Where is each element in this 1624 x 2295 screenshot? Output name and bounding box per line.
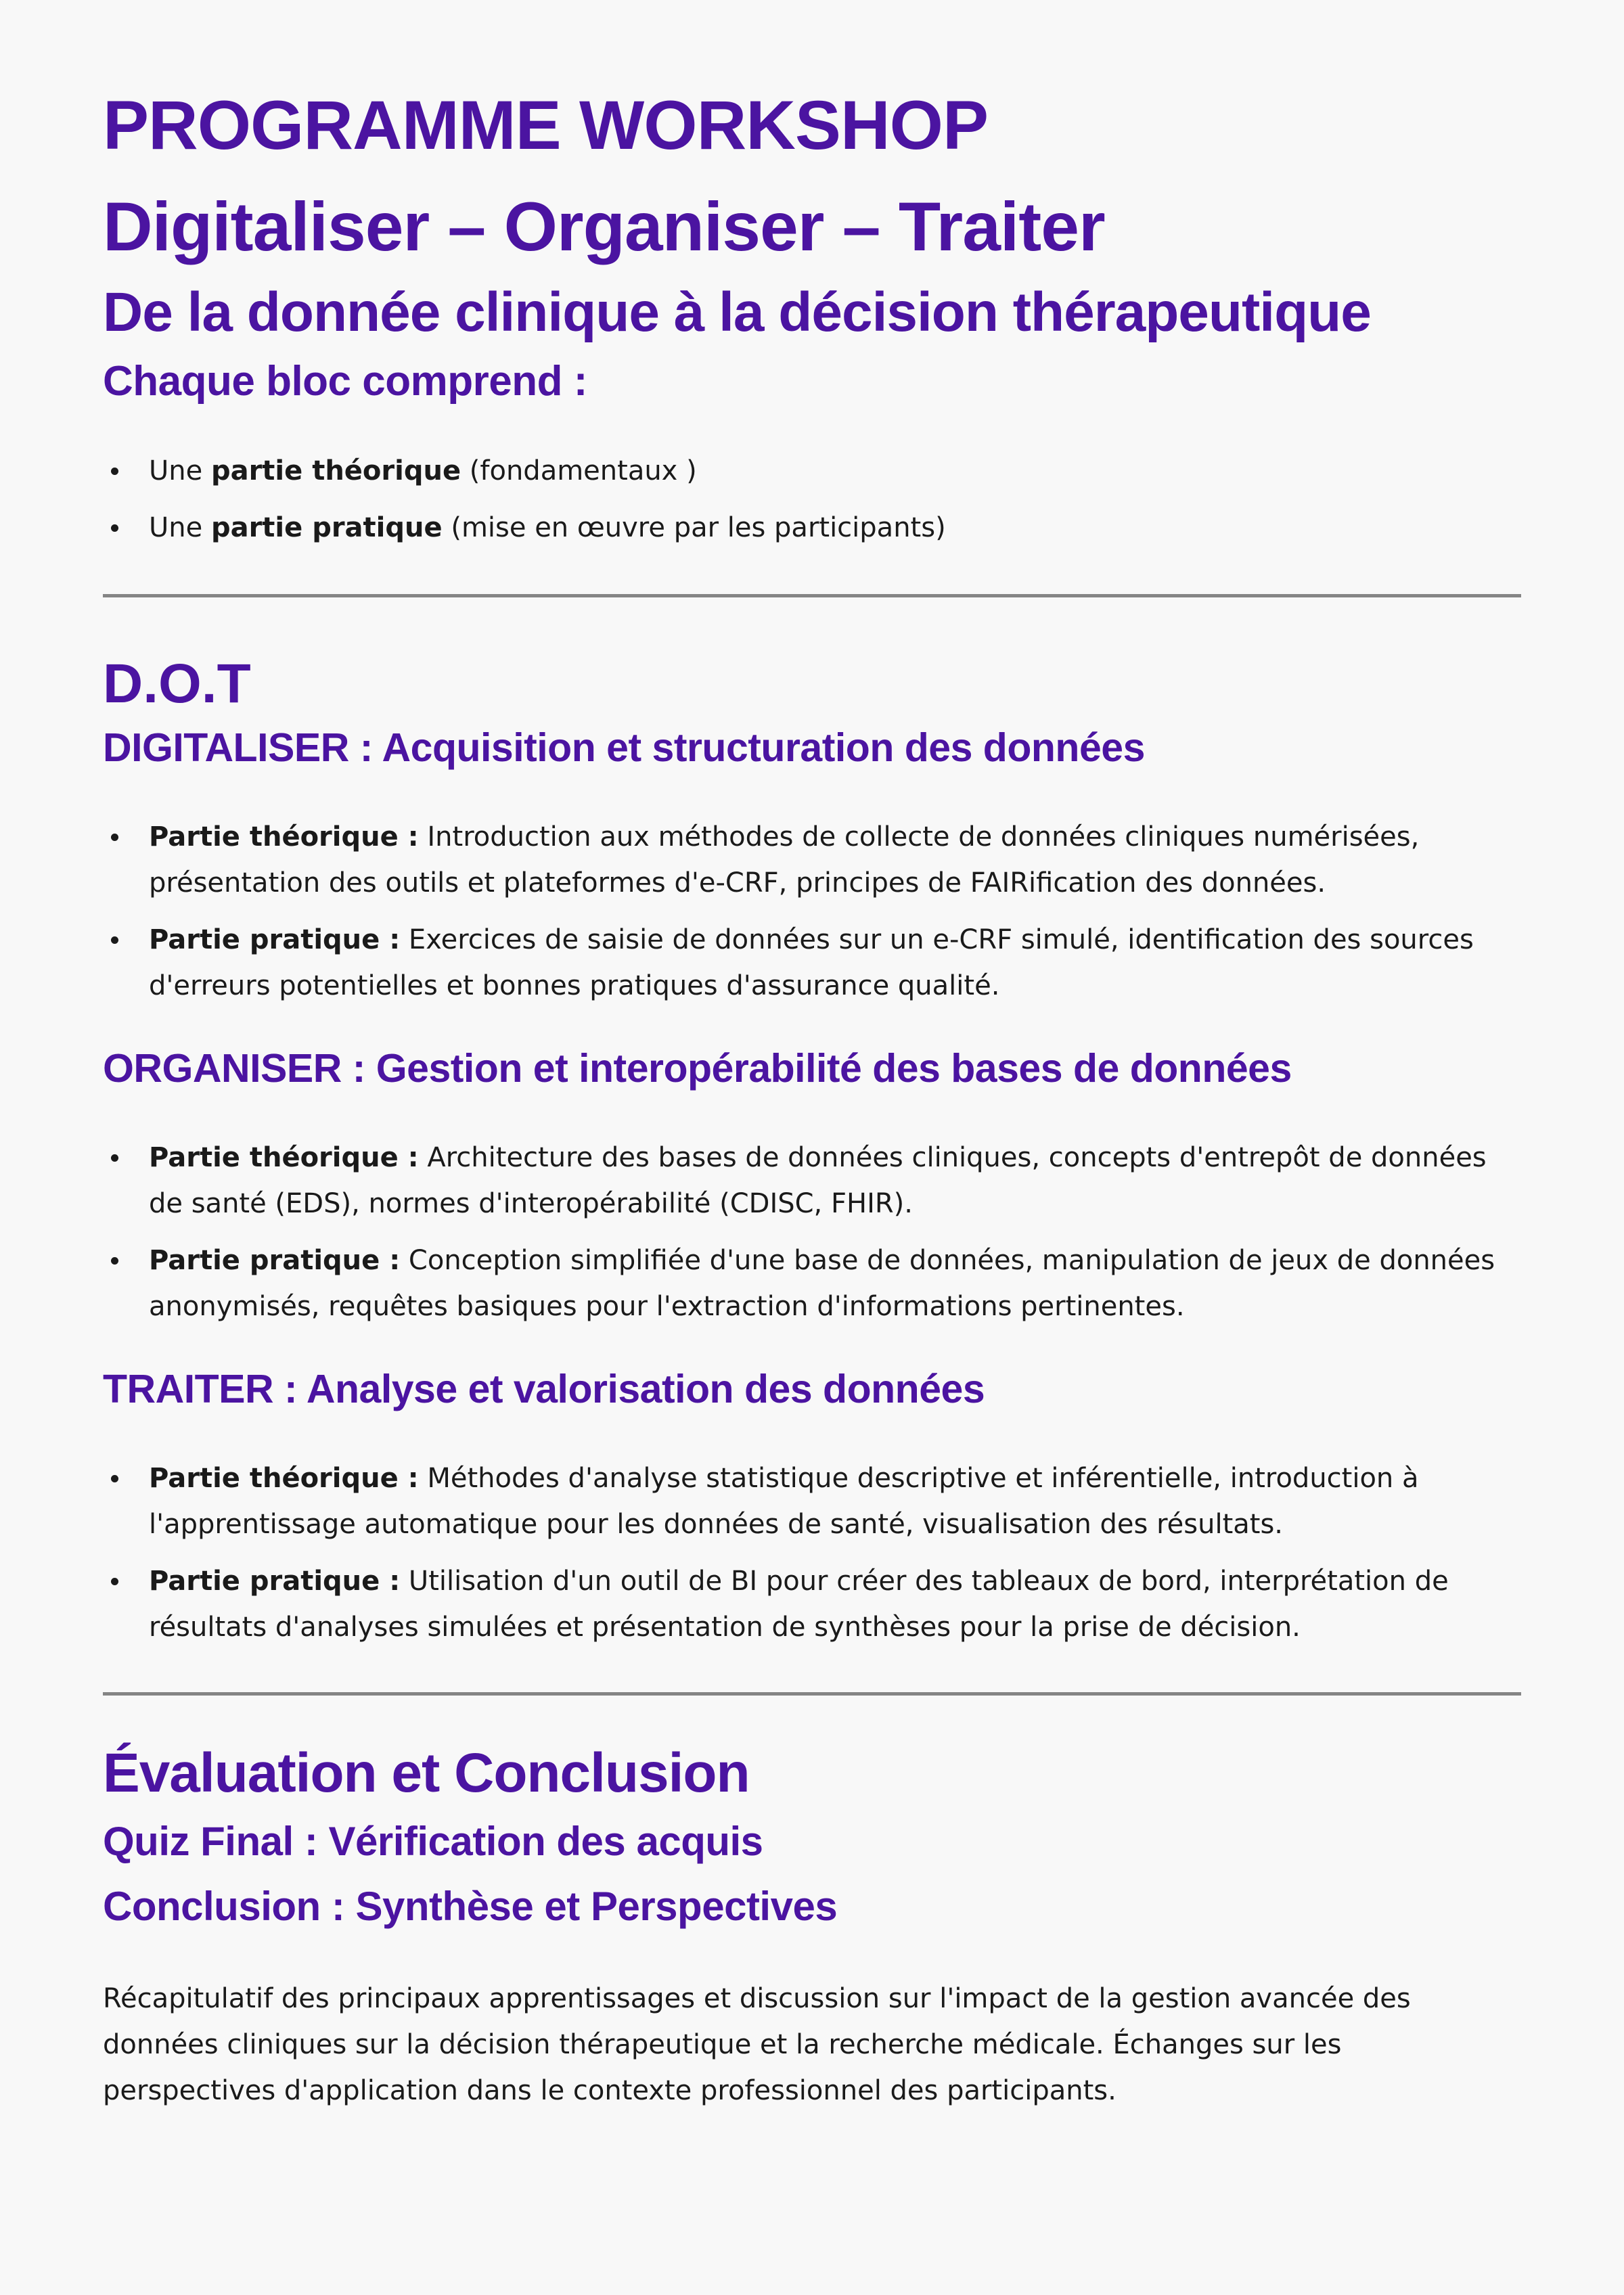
list-item xyxy=(103,1237,1521,1330)
block-traiter xyxy=(103,1361,1521,1650)
item-line-2: de santé (EDS), normes d'interopérabilité (CDISC, FHIR). xyxy=(149,1188,913,1219)
block-organiser xyxy=(103,1040,1521,1330)
item-text: Méthodes d'analyse statistique descriptive et inférentielle, introduction à xyxy=(418,1463,1419,1494)
item-bold: partie théorique xyxy=(210,455,461,486)
title-line-2: Digitaliser – Organiser – Traiter xyxy=(103,188,1105,265)
intro-list xyxy=(103,448,1521,551)
dot-section xyxy=(103,650,1521,1650)
list-item xyxy=(103,448,1521,494)
item-line-1 xyxy=(149,814,1521,860)
dot-title: D.O.T xyxy=(103,653,251,714)
evaluation-title: Évaluation et Conclusion xyxy=(103,1742,750,1804)
item-suffix: (mise en œuvre par les participants) xyxy=(442,512,946,543)
block-heading: DIGITALISER : Acquisition et structuration des données xyxy=(103,725,1145,770)
block-heading: ORGANISER : Gestion et interopérabilité des bases de données xyxy=(103,1046,1292,1091)
conclusion-heading: Conclusion : Synthèse et Perspectives xyxy=(103,1884,838,1929)
block-heading: TRAITER : Analyse et valorisation des données xyxy=(103,1367,985,1411)
item-label: Partie théorique : xyxy=(149,821,419,853)
item-line-2: présentation des outils et plateformes d'e-CRF, principes de FAIRification des données. xyxy=(149,867,1326,899)
bloc-heading: Chaque bloc comprend : xyxy=(103,358,587,405)
conclusion-paragraph xyxy=(103,1976,1521,2114)
item-text: Introduction aux méthodes de collecte de données cliniques numérisées, xyxy=(418,821,1420,853)
list-item xyxy=(103,1135,1521,1227)
item-label: Partie pratique : xyxy=(149,924,401,955)
item-line-1 xyxy=(149,1558,1521,1604)
list-item xyxy=(103,505,1521,551)
block-list xyxy=(103,1135,1521,1330)
list-item xyxy=(103,814,1521,906)
evaluation-section xyxy=(103,1736,1521,2114)
item-line-1 xyxy=(149,1135,1521,1181)
paragraph-line: Récapitulatif des principaux apprentissages et discussion sur l'impact de la gestion avancée des xyxy=(103,1983,1411,2014)
subtitle: De la donnée clinique à la décision thérapeutique xyxy=(103,281,1371,343)
block-list xyxy=(103,814,1521,1009)
section-divider xyxy=(103,594,1521,597)
item-text: Conception simplifiée d'une base de données, manipulation de jeux de données xyxy=(400,1245,1495,1276)
list-item xyxy=(103,1558,1521,1650)
item-line-1 xyxy=(149,917,1521,963)
list-item xyxy=(103,1455,1521,1547)
item-text: Architecture des bases de données cliniques, concepts d'entrepôt de données xyxy=(418,1142,1487,1173)
item-label: Partie théorique : xyxy=(149,1142,419,1173)
title-line-1: PROGRAMME WORKSHOP xyxy=(103,87,988,164)
list-item xyxy=(103,917,1521,1009)
header xyxy=(103,0,1521,410)
item-line-1 xyxy=(149,1237,1521,1283)
item-suffix: (fondamentaux ) xyxy=(461,455,697,486)
paragraph-line: données cliniques sur la décision thérapeutique et la recherche médicale. Échanges sur les xyxy=(103,2029,1342,2060)
item-text: Utilisation d'un outil de BI pour créer des tableaux de bord, interprétation de xyxy=(400,1566,1449,1597)
item-line-2: l'apprentissage automatique pour les données de santé, visualisation des résultats. xyxy=(149,1509,1283,1540)
block-list xyxy=(103,1455,1521,1650)
item-label: Partie pratique : xyxy=(149,1245,401,1276)
item-label: Partie pratique : xyxy=(149,1566,401,1597)
paragraph-line: perspectives d'application dans le contexte professionnel des participants. xyxy=(103,2075,1116,2106)
item-prefix: Une xyxy=(149,455,211,486)
item-line-2: d'erreurs potentielles et bonnes pratiques d'assurance qualité. xyxy=(149,970,1000,1001)
item-line-2: résultats d'analyses simulées et présentation de synthèses pour la prise de décision. xyxy=(149,1612,1301,1643)
item-line-2: anonymisés, requêtes basiques pour l'extraction d'informations pertinentes. xyxy=(149,1291,1185,1322)
item-line-1 xyxy=(149,1455,1521,1501)
block-digitaliser xyxy=(103,719,1521,1009)
item-text: Exercices de saisie de données sur un e-CRF simulé, identification des sources xyxy=(400,924,1474,955)
item-label: Partie théorique : xyxy=(149,1463,419,1494)
quiz-heading: Quiz Final : Vérification des acquis xyxy=(103,1819,763,1864)
item-prefix: Une xyxy=(149,512,211,543)
section-divider xyxy=(103,1692,1521,1696)
item-bold: partie pratique xyxy=(210,512,443,543)
